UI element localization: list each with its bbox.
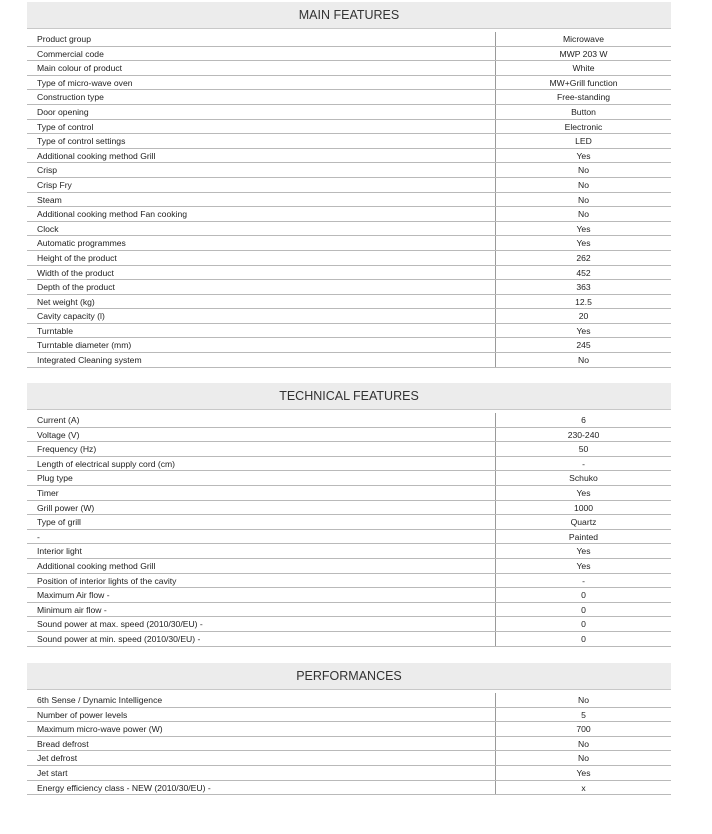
row-value: MW+Grill function xyxy=(549,77,618,88)
row-label: Timer xyxy=(27,486,496,500)
main-features-section xyxy=(27,2,671,368)
table-row xyxy=(27,149,671,164)
performances-title: PERFORMANCES xyxy=(27,663,671,690)
row-value: White xyxy=(572,63,595,74)
row-label: 6th Sense / Dynamic Intelligence xyxy=(27,693,496,707)
row-value: x xyxy=(581,782,586,793)
table-row xyxy=(27,428,671,443)
main-features-title: MAIN FEATURES xyxy=(27,2,671,29)
table-row xyxy=(27,266,671,281)
row-label: Cavity capacity (l) xyxy=(27,309,496,323)
table-row xyxy=(27,251,671,266)
row-value: - xyxy=(582,575,585,586)
row-label: Width of the product xyxy=(27,266,496,280)
row-label: Crisp xyxy=(27,163,496,177)
table-row xyxy=(27,236,671,251)
row-value: 1000 xyxy=(573,502,594,513)
row-label: Minimum air flow - xyxy=(27,603,496,617)
row-value: No xyxy=(578,179,589,190)
row-label: Maximum micro-wave power (W) xyxy=(27,722,496,736)
row-label: Bread defrost xyxy=(27,737,496,751)
row-label: Frequency (Hz) xyxy=(27,442,496,456)
row-label: Turntable diameter (mm) xyxy=(27,338,496,352)
row-label: - xyxy=(27,530,496,544)
table-row xyxy=(27,722,671,737)
table-row xyxy=(27,486,671,501)
row-value: 245 xyxy=(576,340,591,351)
table-row xyxy=(27,766,671,781)
row-label: Clock xyxy=(27,222,496,236)
technical-features-title: TECHNICAL FEATURES xyxy=(27,383,671,410)
row-value: No xyxy=(578,695,589,705)
row-label: Jet start xyxy=(27,766,496,780)
table-row xyxy=(27,324,671,339)
row-label: Position of interior lights of the cavity xyxy=(27,574,496,588)
table-row xyxy=(27,90,671,105)
row-value: Yes xyxy=(576,560,591,571)
row-label: Commercial code xyxy=(27,47,496,61)
technical-features-section xyxy=(27,383,671,647)
row-label: Integrated Cleaning system xyxy=(27,353,496,367)
row-value: 230-240 xyxy=(567,429,600,440)
table-row xyxy=(27,632,671,647)
row-label: Plug type xyxy=(27,471,496,485)
row-value: 0 xyxy=(581,619,586,630)
row-label: Type of micro-wave oven xyxy=(27,76,496,90)
row-label: Automatic programmes xyxy=(27,236,496,250)
row-label: Steam xyxy=(27,193,496,207)
row-label: Construction type xyxy=(27,90,496,104)
table-row xyxy=(27,708,671,723)
row-value: 6 xyxy=(581,415,586,425)
row-value: Yes xyxy=(576,546,591,557)
table-row xyxy=(27,501,671,516)
row-value: 50 xyxy=(578,444,589,455)
table-row xyxy=(27,588,671,603)
row-label: Additional cooking method Grill xyxy=(27,559,496,573)
table-row xyxy=(27,309,671,324)
row-label: Type of grill xyxy=(27,515,496,529)
row-label: Voltage (V) xyxy=(27,428,496,442)
table-row xyxy=(27,222,671,237)
table-row xyxy=(27,105,671,120)
row-label: Type of control xyxy=(27,120,496,134)
row-label: Type of control settings xyxy=(27,134,496,148)
row-label: Door opening xyxy=(27,105,496,119)
row-value: No xyxy=(578,194,589,205)
row-label: Jet defrost xyxy=(27,751,496,765)
table-row xyxy=(27,32,671,47)
row-label: Energy efficiency class - NEW (2010/30/EU) - xyxy=(27,781,496,795)
row-label: Product group xyxy=(27,32,496,46)
table-row xyxy=(27,737,671,752)
table-row xyxy=(27,603,671,618)
row-label: Crisp Fry xyxy=(27,178,496,192)
row-value: LED xyxy=(575,136,592,147)
row-value: 20 xyxy=(578,311,589,322)
table-row xyxy=(27,178,671,193)
table-row xyxy=(27,163,671,178)
table-row xyxy=(27,413,671,428)
performances-table xyxy=(27,693,671,795)
row-value: 5 xyxy=(581,709,586,720)
row-value: 12.5 xyxy=(575,296,592,307)
row-label: Current (A) xyxy=(27,413,496,427)
row-value: 700 xyxy=(576,724,591,735)
row-value: Yes xyxy=(576,238,591,249)
row-value: 0 xyxy=(581,604,586,615)
table-row xyxy=(27,471,671,486)
row-label: Net weight (kg) xyxy=(27,295,496,309)
row-value: Yes xyxy=(576,325,591,336)
row-label: Main colour of product xyxy=(27,61,496,75)
row-value: Microwave xyxy=(562,34,605,44)
row-value: Schuko xyxy=(569,473,598,484)
main-features-table xyxy=(27,32,671,368)
table-row xyxy=(27,207,671,222)
row-value: Quartz xyxy=(570,517,597,528)
row-value: 262 xyxy=(576,252,591,263)
row-value: 0 xyxy=(581,590,586,601)
table-row xyxy=(27,781,671,796)
table-row xyxy=(27,353,671,368)
table-row xyxy=(27,442,671,457)
table-row xyxy=(27,120,671,135)
row-value: No xyxy=(578,209,589,220)
technical-features-table xyxy=(27,413,671,647)
row-value: Yes xyxy=(576,487,591,498)
row-label: Maximum Air flow - xyxy=(27,588,496,602)
row-value: No xyxy=(578,355,589,366)
table-row xyxy=(27,134,671,149)
row-value: Button xyxy=(571,106,596,117)
table-row xyxy=(27,751,671,766)
table-row xyxy=(27,574,671,589)
row-label: Length of electrical supply cord (cm) xyxy=(27,457,496,471)
table-row xyxy=(27,76,671,91)
row-value: 0 xyxy=(581,633,586,644)
table-row xyxy=(27,47,671,62)
row-label: Sound power at max. speed (2010/30/EU) - xyxy=(27,617,496,631)
table-row xyxy=(27,61,671,76)
table-row xyxy=(27,530,671,545)
table-row xyxy=(27,544,671,559)
row-value: - xyxy=(582,458,585,469)
row-label: Sound power at min. speed (2010/30/EU) - xyxy=(27,632,496,646)
row-value: Yes xyxy=(576,767,591,778)
table-row xyxy=(27,295,671,310)
row-label: Depth of the product xyxy=(27,280,496,294)
table-row xyxy=(27,559,671,574)
row-value: Yes xyxy=(576,150,591,161)
table-row xyxy=(27,338,671,353)
row-value: 363 xyxy=(576,282,591,293)
row-label: Number of power levels xyxy=(27,708,496,722)
table-row xyxy=(27,457,671,472)
row-value: MWP 203 W xyxy=(559,48,608,59)
row-value: Electronic xyxy=(564,121,603,132)
row-label: Height of the product xyxy=(27,251,496,265)
row-label: Additional cooking method Fan cooking xyxy=(27,207,496,221)
row-label: Interior light xyxy=(27,544,496,558)
performances-section xyxy=(27,663,671,795)
row-label: Turntable xyxy=(27,324,496,338)
table-row xyxy=(27,193,671,208)
row-label: Grill power (W) xyxy=(27,501,496,515)
row-value: Painted xyxy=(568,531,599,542)
table-row xyxy=(27,617,671,632)
row-value: No xyxy=(578,753,589,764)
row-value: Yes xyxy=(576,223,591,234)
row-value: Free-standing xyxy=(556,92,611,103)
row-label: Additional cooking method Grill xyxy=(27,149,496,163)
table-row xyxy=(27,515,671,530)
row-value: 452 xyxy=(576,267,591,278)
table-row xyxy=(27,693,671,708)
row-value: No xyxy=(578,165,589,176)
row-value: No xyxy=(578,738,589,749)
table-row xyxy=(27,280,671,295)
